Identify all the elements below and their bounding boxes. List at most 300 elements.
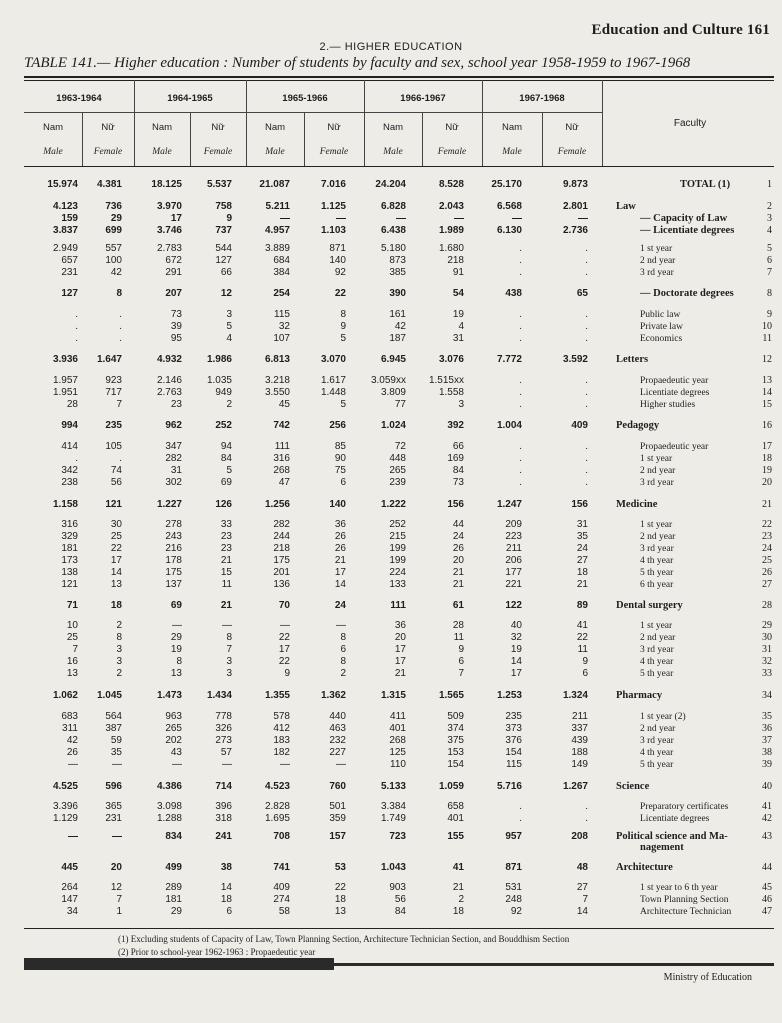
row-number: 30	[762, 632, 772, 643]
table-cell: .	[519, 399, 522, 410]
table-cell: 75	[334, 465, 346, 476]
row-number: 20	[762, 477, 772, 488]
table-cell: 16	[66, 656, 78, 667]
table-cell: —	[336, 213, 346, 224]
table-cell: 199	[389, 543, 406, 554]
row-label: Higher studies	[640, 400, 696, 410]
table-cell: 316	[273, 453, 290, 464]
table-cell: 3.592	[562, 354, 588, 365]
table-cell: 28	[66, 399, 78, 410]
table-cell: 115	[274, 309, 290, 320]
table-cell: 412	[273, 723, 290, 734]
table-cell: —	[68, 759, 78, 770]
table-cell: 133	[389, 579, 406, 590]
row-number: 9	[767, 309, 772, 320]
table-cell: 21	[220, 600, 232, 611]
table-cell: 157	[329, 831, 346, 842]
table-cell: 178	[165, 555, 182, 566]
table-cell: .	[519, 441, 522, 452]
row-number: 14	[762, 387, 772, 398]
table-cell: 14	[510, 656, 522, 667]
table-cell: 223	[505, 531, 522, 542]
table-cell: 14	[110, 567, 122, 578]
table-cell: 2	[226, 399, 232, 410]
table-cell: 35	[110, 747, 122, 758]
table-cell: .	[519, 375, 522, 386]
table-cell: 384	[273, 267, 290, 278]
table-cell: 6	[340, 644, 346, 655]
row-label: 6 th year	[640, 580, 674, 590]
table-cell: 3.889	[264, 243, 290, 254]
row-label: 1 st year	[640, 244, 673, 254]
table-cell: .	[519, 333, 522, 344]
table-cell: 84	[394, 906, 406, 917]
table-cell: 11	[221, 579, 232, 590]
table-cell: 401	[447, 813, 464, 824]
table-cell: 1.253	[496, 690, 522, 701]
table-cell: 957	[505, 831, 522, 842]
table-cell: 708	[273, 831, 290, 842]
table-cell: 834	[165, 831, 182, 842]
row-label: Propaedeutic year	[640, 442, 709, 452]
sex-header-en: Female	[319, 147, 349, 157]
row-number: 40	[762, 781, 772, 792]
table-row	[0, 632, 782, 644]
table-cell: 760	[329, 781, 346, 792]
table-cell: 211	[506, 543, 522, 554]
table-cell: 1.558	[438, 387, 464, 398]
row-number: 18	[762, 453, 772, 464]
table-cell: 8.528	[438, 179, 464, 190]
row-number: 35	[762, 711, 772, 722]
table-cell: —	[112, 831, 122, 842]
table-row	[0, 620, 782, 632]
table-cell: 20	[452, 555, 464, 566]
table-cell: 21.087	[259, 179, 290, 190]
table-cell: 208	[571, 831, 588, 842]
row-number: 29	[762, 620, 772, 631]
table-cell: 1.059	[438, 781, 464, 792]
table-cell: 6.828	[380, 201, 406, 212]
table-cell: 206	[505, 555, 522, 566]
table-cell: 1.324	[562, 690, 588, 701]
table-cell: 69	[170, 600, 182, 611]
table-cell: 2	[340, 668, 346, 679]
table-cell: 3.070	[320, 354, 346, 365]
table-cell: 311	[62, 723, 78, 734]
table-cell: 40	[510, 620, 522, 631]
table-cell: 254	[273, 288, 290, 299]
table-cell: 3.384	[380, 801, 406, 812]
table-cell: 8	[116, 632, 122, 643]
row-number: 23	[762, 531, 772, 542]
table-cell: 962	[165, 420, 182, 431]
table-row	[0, 477, 782, 489]
table-cell: 241	[215, 831, 232, 842]
table-cell: 439	[571, 735, 588, 746]
table-cell: .	[75, 453, 78, 464]
row-label: — Licentiate degrees	[640, 225, 735, 236]
row-label: 2 nd year	[640, 724, 676, 734]
row-number: 1	[767, 179, 772, 190]
table-cell: 6	[340, 477, 346, 488]
table-cell: 182	[273, 747, 290, 758]
table-cell: .	[585, 801, 588, 812]
table-cell: 544	[215, 243, 232, 254]
sex-header-vn: Nữ	[101, 122, 115, 133]
table-cell: 1.362	[320, 690, 346, 701]
row-label: 1 st year	[640, 520, 673, 530]
table-cell: 13	[110, 579, 122, 590]
row-label: Public law	[640, 310, 681, 320]
table-cell: 4.386	[156, 781, 182, 792]
table-cell: 385	[389, 267, 406, 278]
table-cell: 1.434	[206, 690, 232, 701]
table-cell: 173	[61, 555, 78, 566]
row-number: 26	[762, 567, 772, 578]
table-cell: 4.123	[52, 201, 78, 212]
table-cell: 147	[61, 894, 78, 905]
table-cell: 1.129	[52, 813, 78, 824]
sex-header-en: Female	[93, 147, 123, 157]
table-cell: 3.936	[52, 354, 78, 365]
table-row	[0, 747, 782, 759]
table-cell: 18	[452, 906, 464, 917]
table-cell: 9	[458, 644, 464, 655]
table-cell: 5.180	[380, 243, 406, 254]
sex-header-vn: Nữ	[565, 122, 579, 133]
table-row	[0, 441, 782, 453]
table-cell: 22	[334, 288, 346, 299]
table-row	[0, 644, 782, 656]
table-cell: 11	[453, 632, 464, 643]
table-cell: 107	[273, 333, 290, 344]
table-cell: 3.837	[52, 225, 78, 236]
table-cell: 13	[66, 668, 78, 679]
table-cell: 25.170	[491, 179, 522, 190]
table-cell: 21	[334, 555, 346, 566]
table-cell: 265	[165, 723, 182, 734]
table-cell: 187	[389, 333, 406, 344]
row-label: 4 th year	[640, 657, 674, 667]
table-cell: .	[585, 465, 588, 476]
table-cell: 8	[116, 288, 122, 299]
table-cell: 26	[66, 747, 78, 758]
table-cell: 14	[220, 882, 232, 893]
table-cell: 1.247	[496, 499, 522, 510]
table-cell: 7	[116, 894, 122, 905]
row-number: 47	[762, 906, 772, 917]
table-cell: 871	[329, 243, 346, 254]
table-cell: 3	[226, 668, 232, 679]
table-cell: .	[585, 255, 588, 266]
year-header-1965-1966: 1965-1966	[282, 93, 328, 104]
table-cell: 699	[105, 225, 122, 236]
table-cell: 4.525	[52, 781, 78, 792]
table-cell: 4.932	[156, 354, 182, 365]
table-row	[0, 894, 782, 906]
table-cell: 4.381	[96, 179, 122, 190]
row-label: 5 th year	[640, 669, 674, 679]
table-cell: 3.970	[156, 201, 182, 212]
table-cell: 24.204	[375, 179, 406, 190]
table-cell: 949	[215, 387, 232, 398]
table-cell: 3.059xx	[370, 375, 406, 386]
table-cell: 8	[340, 656, 346, 667]
table-cell: 69	[220, 477, 232, 488]
table-cell: 1.749	[380, 813, 406, 824]
table-cell: 5.211	[265, 201, 290, 212]
table-cell: 274	[273, 894, 290, 905]
row-label: Town Planning Section	[640, 895, 729, 905]
table-cell: .	[519, 465, 522, 476]
table-cell: 326	[215, 723, 232, 734]
table-cell: 22	[278, 632, 290, 643]
table-cell: 438	[505, 288, 522, 299]
table-row	[0, 759, 782, 771]
table-cell: —	[172, 620, 182, 631]
table-row	[0, 399, 782, 411]
table-row	[0, 567, 782, 579]
table-cell: .	[585, 477, 588, 488]
table-cell: 396	[215, 801, 232, 812]
table-cell: .	[119, 333, 122, 344]
table-cell: 342	[61, 465, 78, 476]
table-row	[0, 309, 782, 321]
table-cell: 557	[105, 243, 122, 254]
table-cell: 18	[220, 894, 232, 905]
table-cell: 177	[505, 567, 522, 578]
sex-header-en: Female	[203, 147, 233, 157]
table-cell: 22	[334, 882, 346, 893]
table-cell: 136	[273, 579, 290, 590]
table-cell: 9	[340, 321, 346, 332]
table-cell: 73	[170, 309, 182, 320]
row-number: 10	[762, 321, 772, 332]
row-number: 34	[762, 690, 772, 701]
table-cell: 161	[389, 309, 406, 320]
row-label: Pharmacy	[616, 690, 663, 701]
table-row	[0, 333, 782, 345]
table-cell: 3	[116, 656, 122, 667]
table-cell: 387	[105, 723, 122, 734]
table-cell: 24	[334, 600, 346, 611]
table-cell: 2.949	[52, 243, 78, 254]
table-cell: 7	[458, 668, 464, 679]
table-cell: 48	[576, 862, 588, 873]
table-cell: 19	[510, 644, 522, 655]
table-cell: 1.989	[438, 225, 464, 236]
row-number: 22	[762, 519, 772, 530]
table-row	[0, 420, 782, 432]
table-cell: 2.763	[156, 387, 182, 398]
table-cell: 89	[576, 600, 588, 611]
table-cell: 1.004	[496, 420, 522, 431]
table-cell: —	[396, 213, 406, 224]
row-label: 3 rd year	[640, 736, 674, 746]
table-cell: 273	[215, 735, 232, 746]
table-cell: 244	[273, 531, 290, 542]
table-cell: .	[519, 387, 522, 398]
table-cell: 7	[72, 644, 78, 655]
table-cell: 401	[389, 723, 406, 734]
table-cell: 20	[394, 632, 406, 643]
table-cell: 38	[220, 862, 232, 873]
row-number: 31	[762, 644, 772, 655]
table-cell: 21	[452, 567, 464, 578]
table-cell: 127	[215, 255, 232, 266]
table-cell: 1.062	[52, 690, 78, 701]
row-label: 4 th year	[640, 556, 674, 566]
table-cell: 778	[215, 711, 232, 722]
table-cell: 59	[110, 735, 122, 746]
row-label: 1 st year to 6 th year	[640, 883, 718, 893]
table-cell: 243	[165, 531, 182, 542]
row-label: 3 rd year	[640, 544, 674, 554]
table-cell: .	[585, 243, 588, 254]
table-cell: 5	[340, 333, 346, 344]
table-cell: 1.125	[320, 201, 346, 212]
table-cell: 42	[394, 321, 406, 332]
table-cell: 374	[447, 723, 464, 734]
table-cell: 5.537	[206, 179, 232, 190]
table-row	[0, 735, 782, 747]
table-cell: 9	[226, 213, 232, 224]
table-cell: 329	[61, 531, 78, 542]
row-number: 33	[762, 668, 772, 679]
footer-bar	[24, 958, 334, 970]
table-cell: 239	[389, 477, 406, 488]
table-cell: 252	[215, 420, 232, 431]
row-label: — Capacity of Law	[640, 213, 728, 224]
table-cell: 1.617	[320, 375, 346, 386]
row-number: 41	[762, 801, 772, 812]
table-cell: 231	[61, 267, 78, 278]
table-cell: 683	[61, 711, 78, 722]
table-cell: 7.016	[320, 179, 346, 190]
table-cell: 36	[334, 519, 346, 530]
table-cell: 373	[505, 723, 522, 734]
table-cell: 2.043	[438, 201, 464, 212]
table-cell: —	[336, 759, 346, 770]
table-cell: .	[519, 801, 522, 812]
table-cell: 181	[165, 894, 182, 905]
table-cell: 1.158	[52, 499, 78, 510]
table-row	[0, 354, 782, 366]
table-cell: 9	[284, 668, 290, 679]
row-label: 5 th year	[640, 760, 674, 770]
table-cell: 375	[447, 735, 464, 746]
table-cell: 140	[329, 499, 346, 510]
table-cell: 3.809	[380, 387, 406, 398]
table-cell: .	[585, 375, 588, 386]
table-cell: 18	[576, 567, 588, 578]
table-cell: 278	[165, 519, 182, 530]
table-cell: 390	[389, 288, 406, 299]
row-number: 13	[762, 375, 772, 386]
row-label: 3 rd year	[640, 478, 674, 488]
table-cell: 94	[220, 441, 232, 452]
table-cell: 211	[572, 711, 588, 722]
row-number: 28	[762, 600, 772, 611]
table-cell: 741	[273, 862, 290, 873]
sex-header-vn: Nữ	[327, 122, 341, 133]
table-cell: 23	[220, 543, 232, 554]
table-cell: 291	[165, 267, 182, 278]
table-bottom-rule	[24, 928, 774, 929]
table-cell: 188	[571, 747, 588, 758]
row-number: 44	[762, 862, 772, 873]
row-number: 5	[767, 243, 772, 254]
row-number: 32	[762, 656, 772, 667]
table-cell: .	[585, 309, 588, 320]
table-cell: .	[119, 321, 122, 332]
table-cell: 84	[452, 465, 464, 476]
table-cell: 1.222	[380, 499, 406, 510]
table-cell: 140	[329, 255, 346, 266]
table-cell: 159	[61, 213, 78, 224]
table-cell: 29	[170, 906, 182, 917]
table-cell: 1.647	[96, 354, 122, 365]
faculty-column-header: Faculty	[673, 118, 707, 129]
table-cell: 3.218	[264, 375, 290, 386]
table-cell: .	[519, 321, 522, 332]
table-cell: 1.473	[156, 690, 182, 701]
table-cell: 1.986	[206, 354, 232, 365]
row-label: 1 st year (2)	[640, 712, 686, 722]
row-number: 17	[762, 441, 772, 452]
table-cell: 6	[582, 668, 588, 679]
row-number: 16	[762, 420, 772, 431]
sex-header-vn: Nam	[264, 122, 286, 133]
table-cell: 85	[334, 441, 346, 452]
table-cell: 92	[510, 906, 522, 917]
table-row	[0, 579, 782, 591]
table-cell: 268	[389, 735, 406, 746]
row-label: Preparatory certificates	[640, 802, 729, 812]
footer-rule	[334, 963, 774, 966]
table-cell: 316	[61, 519, 78, 530]
row-label: Propaedeutic year	[640, 376, 709, 386]
table-cell: 15	[220, 567, 232, 578]
table-cell: .	[585, 813, 588, 824]
row-number: 3	[767, 213, 772, 224]
table-cell: 440	[329, 711, 346, 722]
row-number: 6	[767, 255, 772, 266]
row-number: 15	[762, 399, 772, 410]
table-cell: 736	[105, 201, 122, 212]
table-cell: 564	[105, 711, 122, 722]
table-cell: 72	[394, 441, 406, 452]
table-cell: 18.125	[151, 179, 182, 190]
table-cell: 1.045	[96, 690, 122, 701]
table-cell: 414	[61, 441, 78, 452]
table-cell: 248	[505, 894, 522, 905]
row-label: 3 rd year	[640, 645, 674, 655]
table-cell: 8	[340, 632, 346, 643]
table-row	[0, 465, 782, 477]
table-cell: 5	[226, 465, 232, 476]
table-cell: 2.783	[156, 243, 182, 254]
table-cell: 501	[329, 801, 346, 812]
table-row	[0, 656, 782, 668]
table-cell: 28	[452, 620, 464, 631]
row-label: Architecture Technician	[640, 907, 732, 917]
table-cell: 264	[61, 882, 78, 893]
table-cell: 684	[273, 255, 290, 266]
row-label: 5 th year	[640, 568, 674, 578]
table-cell: 4	[458, 321, 464, 332]
